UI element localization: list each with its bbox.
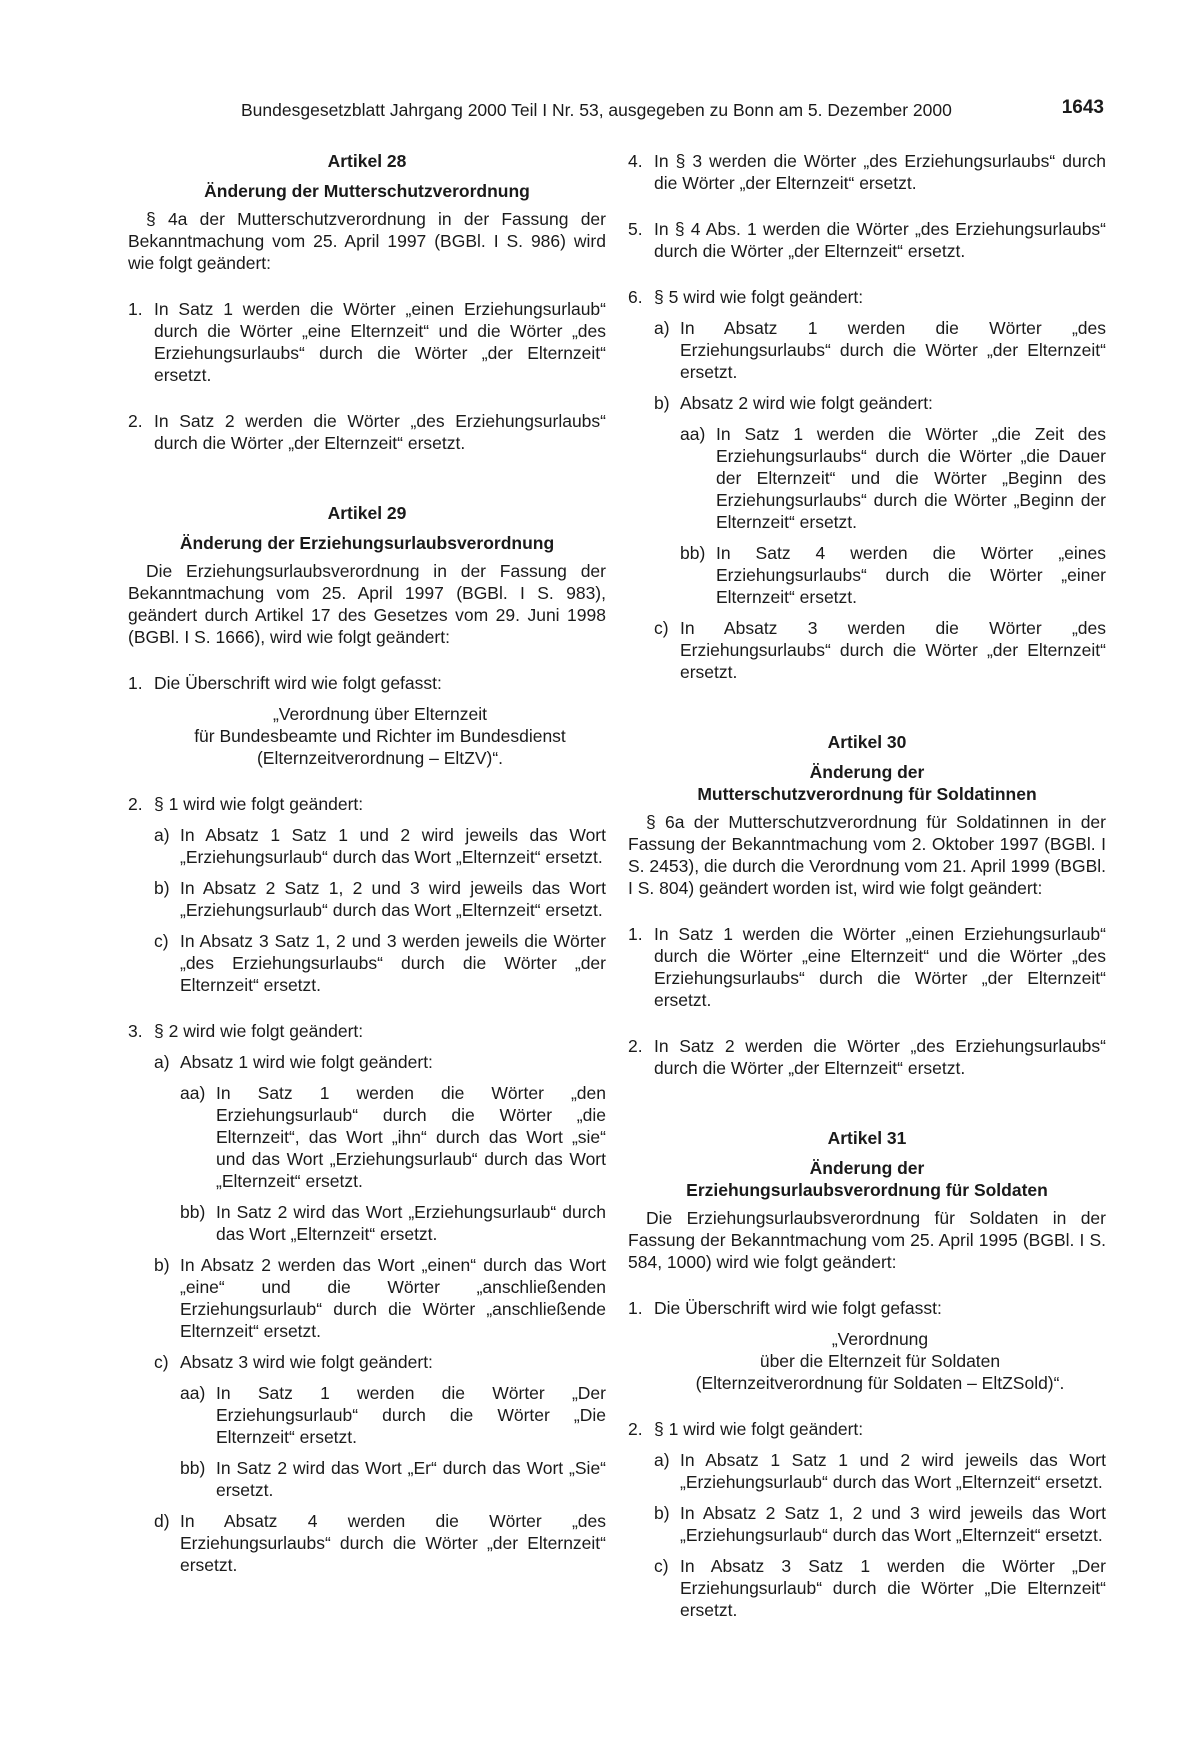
sub-item-text: In Absatz 1 Satz 1 und 2 wird jeweils das Wort „Erziehungsurlaub“ durch das Wort „Elternzeit“ ersetzt. [180, 825, 606, 867]
page-header [0, 97, 1200, 123]
item-number: 5. [628, 219, 643, 239]
article-subtitle: Änderung der Erziehungsurlaubsverordnung [179, 533, 555, 553]
quoted-title-line: (Elternzeitverordnung für Soldaten – EltZSold)“. [695, 1373, 1065, 1393]
item-number: 4. [628, 151, 643, 171]
article-29 [128, 502, 606, 1576]
sub-item-letter: b) [154, 1255, 170, 1275]
list-item [128, 793, 606, 815]
sub-item-text: Absatz 2 wird wie folgt geändert: [680, 393, 933, 413]
article-title: Artikel 29 [327, 503, 407, 523]
quoted-title-line: (Elternzeitverordnung – EltZV)“. [256, 748, 504, 768]
sub-sub-item [628, 423, 1106, 533]
item-text: Die Überschrift wird wie folgt gefasst: [654, 1298, 942, 1318]
article-title: Artikel 28 [327, 151, 407, 171]
sub-sub-item [128, 1457, 606, 1501]
sub-item [628, 617, 1106, 683]
list-item [628, 1297, 1106, 1319]
gazette-title: Bundesgesetzblatt Jahrgang 2000 Teil I Nr. 53, ausgegeben zu Bonn am 5. Dezember 2000 [241, 100, 952, 120]
item-text: In § 4 Abs. 1 werden die Wörter „des Erziehungsurlaubs“ durch die Wörter „der Elternzeit“ ersetzt. [654, 219, 1106, 261]
sub-sub-item-letter: aa) [680, 424, 706, 444]
sub-item-letter: b) [154, 878, 170, 898]
item-number: 2. [628, 1036, 643, 1056]
sub-item [628, 392, 1106, 414]
item-number: 1. [128, 673, 143, 693]
sub-item-text: In Absatz 1 werden die Wörter „des Erziehungsurlaubs“ durch die Wörter „der Elternzeit“ ersetzt. [680, 318, 1106, 382]
item-text: Die Überschrift wird wie folgt gefasst: [154, 673, 442, 693]
list-item [628, 1418, 1106, 1440]
sub-item-text: In Absatz 2 werden das Wort „einen“ durch das Wort „eine“ und die Wörter „anschließenden Erziehungsurlaub“ durch die Wörter „anschließende Elternzeit“ ersetzt. [180, 1255, 606, 1341]
subtitle-line: Mutterschutzverordnung für Soldatinnen [697, 784, 1037, 804]
sub-item-letter: a) [654, 1450, 670, 1470]
quoted-title-line: „Verordnung [831, 1329, 929, 1349]
sub-sub-item-text: In Satz 2 wird das Wort „Er“ durch das Wort „Sie“ ersetzt. [216, 1458, 606, 1500]
article-title: Artikel 31 [827, 1128, 907, 1148]
sub-sub-item-text: In Satz 1 werden die Wörter „die Zeit des Erziehungsurlaubs“ durch die Wörter „die Dauer der Elternzeit“ und die Wörter „Beginn des Erziehungsurlaubs“ durch die Wörter „Beginn der Elternzeit“ ersetzt. [716, 424, 1106, 532]
list-item [628, 1035, 1106, 1079]
list-item [128, 410, 606, 454]
sub-sub-item [628, 542, 1106, 608]
sub-item [628, 317, 1106, 383]
item-text: § 2 wird wie folgt geändert: [154, 1021, 364, 1041]
item-number: 2. [128, 411, 143, 431]
item-text: In Satz 1 werden die Wörter „einen Erziehungsurlaub“ durch die Wörter „eine Elternzeit“ und die Wörter „des Erziehungsurlaubs“ durch die Wörter „der Elternzeit“ ersetzt. [654, 924, 1106, 1010]
item-text: § 1 wird wie folgt geändert: [654, 1419, 864, 1439]
subtitle-line: Erziehungsurlaubsverordnung für Soldaten [686, 1180, 1048, 1200]
list-item [628, 286, 1106, 308]
page-number: 1643 [1061, 97, 1104, 118]
article-intro: Die Erziehungsurlaubsverordnung für Soldaten in der Fassung der Bekanntmachung vom 25. April 1995 (BGBl. I S. 584, 1000) wird wie folgt geändert: [628, 1208, 1106, 1272]
item-text: § 5 wird wie folgt geändert: [654, 287, 864, 307]
article-intro: § 4a der Mutterschutzverordnung in der Fassung der Bekanntmachung vom 25. April 1997 (BGBl. I S. 986) wird wie folgt geändert: [128, 209, 606, 273]
quoted-title-line: über die Elternzeit für Soldaten [759, 1351, 1001, 1371]
item-number: 3. [128, 1021, 143, 1041]
sub-sub-item [128, 1082, 606, 1192]
quoted-title-line: für Bundesbeamte und Richter im Bundesdienst [194, 726, 566, 746]
item-number: 6. [628, 287, 643, 307]
item-text: In Satz 1 werden die Wörter „einen Erziehungsurlaub“ durch die Wörter „eine Elternzeit“ und die Wörter „des Erziehungsurlaubs“ durch die Wörter „der Elternzeit“ ersetzt. [154, 299, 606, 385]
sub-sub-item [128, 1382, 606, 1448]
item-text: § 1 wird wie folgt geändert: [154, 794, 364, 814]
item-number: 1. [628, 924, 643, 944]
item-text: In Satz 2 werden die Wörter „des Erziehungsurlaubs“ durch die Wörter „der Elternzeit“ ersetzt. [654, 1036, 1106, 1078]
quoted-title-line: „Verordnung über Elternzeit [272, 704, 488, 724]
sub-item [628, 1449, 1106, 1493]
sub-item-letter: c) [154, 1352, 169, 1372]
article-subtitle [628, 761, 1106, 805]
item-number: 2. [628, 1419, 643, 1439]
sub-item-letter: a) [654, 318, 670, 338]
sub-sub-item-letter: bb) [180, 1458, 206, 1478]
right-column [628, 150, 1106, 1621]
sub-item [628, 1555, 1106, 1621]
sub-sub-item [128, 1201, 606, 1245]
sub-item-letter: a) [154, 825, 170, 845]
sub-item-text: In Absatz 1 Satz 1 und 2 wird jeweils das Wort „Erziehungsurlaub“ durch das Wort „Elternzeit“ ersetzt. [680, 1450, 1106, 1492]
sub-item-text: In Absatz 2 Satz 1, 2 und 3 wird jeweils das Wort „Erziehungsurlaub“ durch das Wort „Elternzeit“ ersetzt. [680, 1503, 1106, 1545]
list-item [628, 150, 1106, 194]
list-item [128, 298, 606, 386]
list-item [628, 923, 1106, 1011]
sub-item-text: Absatz 1 wird wie folgt geändert: [180, 1052, 433, 1072]
sub-item-letter: c) [654, 618, 669, 638]
sub-item-text: In Absatz 4 werden die Wörter „des Erziehungsurlaubs“ durch die Wörter „der Elternzeit“ ersetzt. [180, 1511, 606, 1575]
sub-sub-item-text: In Satz 1 werden die Wörter „Der Erziehungsurlaub“ durch die Wörter „Die Elternzeit“ ersetzt. [216, 1383, 606, 1447]
list-item [128, 1020, 606, 1042]
article-intro: Die Erziehungsurlaubsverordnung in der Fassung der Bekanntmachung vom 25. April 1997 (BGBl. I S. 983), geändert durch Artikel 17 des Gesetzes vom 29. Juni 1998 (BGBl. I S. 1666), wird wie folgt geändert: [128, 561, 606, 647]
sub-item-letter: b) [654, 393, 670, 413]
article-subtitle: Änderung der Mutterschutzverordnung [204, 181, 530, 201]
sub-item-text: In Absatz 3 Satz 1 werden die Wörter „Der Erziehungsurlaub“ durch die Wörter „Die Elternzeit“ ersetzt. [680, 1556, 1106, 1620]
sub-sub-item-text: In Satz 4 werden die Wörter „eines Erziehungsurlaubs“ durch die Wörter „einer Elternzeit“ ersetzt. [716, 543, 1106, 607]
sub-item [128, 1510, 606, 1576]
article-intro: § 6a der Mutterschutzverordnung für Soldatinnen in der Fassung der Bekanntmachung vom 2. Oktober 1997 (BGBl. I S. 2453), die durch die Verordnung vom 21. April 1999 (BGBl. I S. 804) geändert worden ist, wird wie folgt geändert: [628, 812, 1106, 898]
sub-item-letter: b) [654, 1503, 670, 1523]
sub-item-letter: a) [154, 1052, 170, 1072]
sub-sub-item-text: In Satz 1 werden die Wörter „den Erziehungsurlaub“ durch die Wörter „die Elternzeit“, das Wort „ihn“ durch das Wort „sie“ und das Wort „Erziehungsurlaub“ durch das Wort „Elternzeit“ ersetzt. [216, 1083, 606, 1191]
sub-item-text: In Absatz 3 werden die Wörter „des Erziehungsurlaubs“ durch die Wörter „der Elternzeit“ ersetzt. [680, 618, 1106, 682]
subtitle-line: Änderung der [809, 1158, 925, 1178]
sub-item-text: Absatz 3 wird wie folgt geändert: [180, 1352, 433, 1372]
sub-sub-item-letter: aa) [180, 1083, 206, 1103]
list-item [128, 672, 606, 694]
sub-item-letter: c) [154, 931, 169, 951]
article-subtitle [628, 1157, 1106, 1201]
sub-item [628, 1502, 1106, 1546]
sub-item [128, 1351, 606, 1373]
sub-item-letter: c) [654, 1556, 669, 1576]
article-29-continued [628, 150, 1106, 683]
sub-sub-item-letter: bb) [180, 1202, 206, 1222]
item-number: 1. [628, 1298, 643, 1318]
sub-sub-item-letter: aa) [180, 1383, 206, 1403]
item-text: In § 3 werden die Wörter „des Erziehungsurlaubs“ durch die Wörter „der Elternzeit“ ersetzt. [654, 151, 1106, 193]
sub-item [128, 1254, 606, 1342]
sub-item-letter: d) [154, 1511, 170, 1531]
left-column [128, 150, 606, 1576]
subtitle-line: Änderung der [809, 762, 925, 782]
sub-item-text: In Absatz 3 Satz 1, 2 und 3 werden jeweils die Wörter „des Erziehungsurlaubs“ durch die Wörter „der Elternzeit“ ersetzt. [180, 931, 606, 995]
item-text: In Satz 2 werden die Wörter „des Erziehungsurlaubs“ durch die Wörter „der Elternzeit“ ersetzt. [154, 411, 606, 453]
sub-item [128, 824, 606, 868]
sub-item [128, 930, 606, 996]
sub-sub-item-text: In Satz 2 wird das Wort „Erziehungsurlaub“ durch das Wort „Elternzeit“ ersetzt. [216, 1202, 606, 1244]
sub-item [128, 877, 606, 921]
sub-item [128, 1051, 606, 1073]
sub-item-text: In Absatz 2 Satz 1, 2 und 3 wird jeweils das Wort „Erziehungsurlaub“ durch das Wort „Elternzeit“ ersetzt. [180, 878, 606, 920]
article-30 [628, 731, 1106, 1079]
article-31 [628, 1127, 1106, 1621]
sub-sub-item-letter: bb) [680, 543, 706, 563]
item-number: 2. [128, 794, 143, 814]
list-item [628, 218, 1106, 262]
item-number: 1. [128, 299, 143, 319]
article-28 [128, 150, 606, 454]
article-title: Artikel 30 [827, 732, 907, 752]
